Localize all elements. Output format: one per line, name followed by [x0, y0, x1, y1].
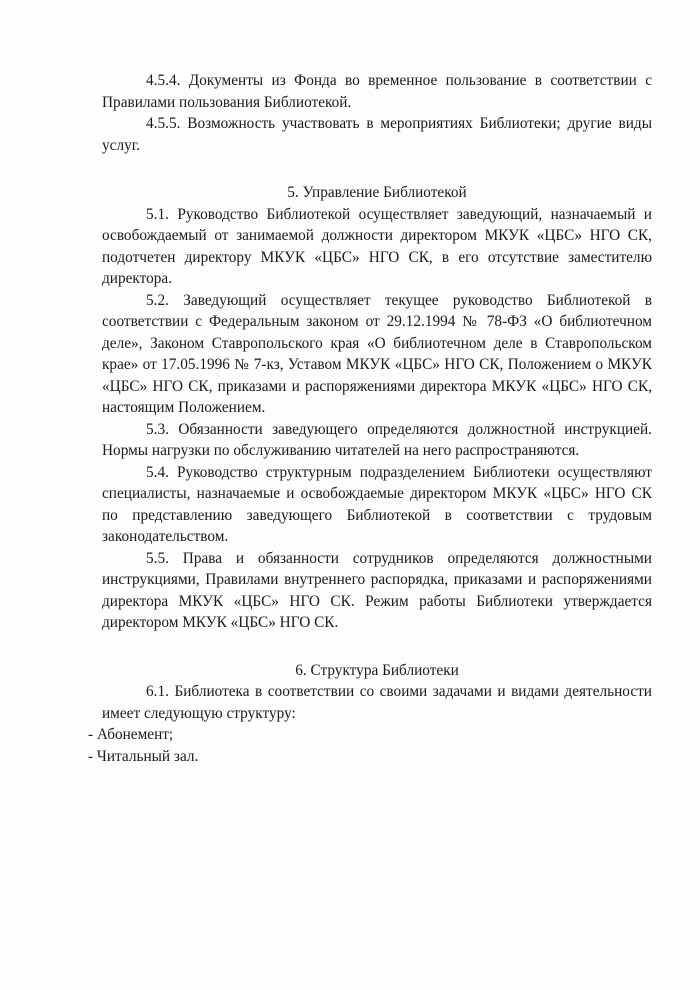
document-body [88, 70, 652, 767]
list-item: - Читальный зал. [88, 747, 199, 765]
clause-5-4: 5.4. Руководство структурным подразделением Библиотеки осуществляют специалисты, назначаемые и освобождаемые директором МКУК «ЦБС» НГО СК по представлению заведующего Библиотекой в соответствии с трудовым законодательством. [102, 463, 652, 545]
clause-6-1: 6.1. Библиотека в соответствии со своими задачами и видами деятельности имеет следующую структуру: [102, 683, 652, 722]
clause-5-5: 5.5. Права и обязанности сотрудников определяются должностными инструкциями, Правилами внутреннего распорядка, приказами и распоряжениями директора МКУК «ЦБС» НГО СК. Режим работы Библиотеки утверждается директором МКУК «ЦБС» НГО СК. [102, 549, 652, 631]
clause-4-5-5: 4.5.5. Возможность участвовать в мероприятиях Библиотеки; другие виды услуг. [102, 115, 652, 154]
structure-list [88, 724, 652, 767]
section-6-title: 6. Структура Библиотеки [295, 661, 459, 679]
list-item: - Абонемент; [88, 726, 174, 743]
section-5-title: 5. Управление Библиотекой [287, 184, 467, 201]
clause-5-1: 5.1. Руководство Библиотекой осуществляет заведующий, назначаемый и освобождаемый от занимаемой должности директором МКУК «ЦБС» НГО СК, подотчетен директору МКУК «ЦБС» НГО СК, в его отсутствие заместителю директора. [102, 205, 652, 287]
clause-5-2: 5.2. Заведующий осуществляет текущее руководство Библиотекой в соответствии с Федеральным законом от 29.12.1994 № 78-ФЗ «О библиотечном деле», Законом Ставропольского края «О библиотечном деле в Ставропольском крае» от 17.05.1996 № 7-кз, Уставом МКУК «ЦБС» НГО СК, Положением о МКУК «ЦБС» НГО СК, приказами и распоряжениями директора МКУК «ЦБС» НГО СК, настоящим Положением. [102, 291, 652, 416]
clause-5-3: 5.3. Обязанности заведующего определяются должностной инструкцией. Нормы нагрузки по обслуживанию читателей на него распространяются. [102, 420, 652, 459]
clause-4-5-4: 4.5.4. Документы из Фонда во временное пользование в соответствии с Правилами пользования Библиотекой. [102, 72, 652, 111]
